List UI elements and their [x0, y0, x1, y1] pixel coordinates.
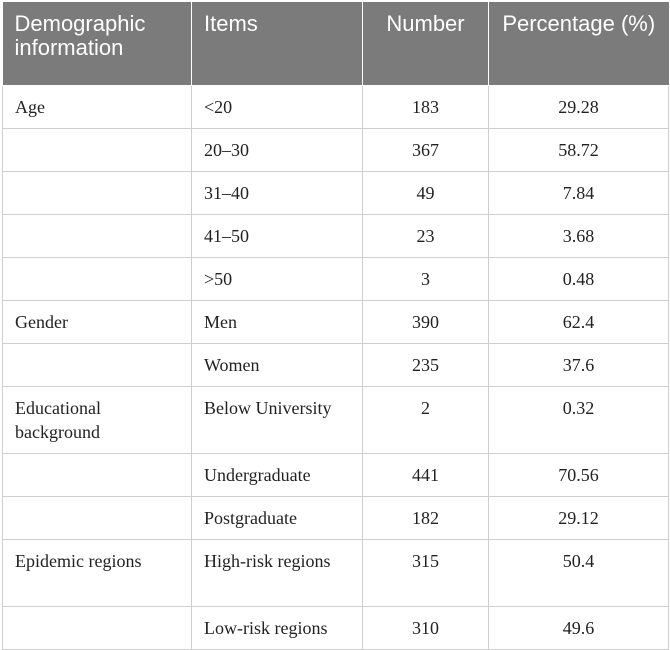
- category-cell: Epidemic regions: [3, 539, 192, 606]
- number-cell: 441: [363, 453, 489, 496]
- table-row: [3, 386, 669, 453]
- number-cell: 183: [363, 85, 489, 128]
- percentage-cell: 3.68: [489, 214, 669, 257]
- category-cell: [3, 496, 192, 539]
- table-row: [3, 496, 669, 539]
- percentage-cell: 70.56: [489, 453, 669, 496]
- category-cell: Gender: [3, 300, 192, 343]
- table-header: [3, 2, 669, 85]
- table-row: [3, 539, 669, 606]
- category-cell: [3, 128, 192, 171]
- item-cell: Below University: [192, 386, 363, 453]
- item-cell: Postgraduate: [192, 496, 363, 539]
- number-cell: 315: [363, 539, 489, 606]
- header-demographic-information: Demographic information: [3, 2, 192, 85]
- table-row: [3, 606, 669, 649]
- percentage-cell: 0.32: [489, 386, 669, 453]
- item-cell: 20–30: [192, 128, 363, 171]
- table-row: [3, 128, 669, 171]
- item-cell: 41–50: [192, 214, 363, 257]
- item-cell: Men: [192, 300, 363, 343]
- percentage-cell: 49.6: [489, 606, 669, 649]
- header-number: Number: [363, 2, 489, 85]
- header-items: Items: [192, 2, 363, 85]
- table-row: [3, 257, 669, 300]
- percentage-cell: 62.4: [489, 300, 669, 343]
- item-cell: Undergraduate: [192, 453, 363, 496]
- category-cell: [3, 606, 192, 649]
- item-cell: 31–40: [192, 171, 363, 214]
- percentage-cell: 7.84: [489, 171, 669, 214]
- item-cell: Low-risk regions: [192, 606, 363, 649]
- percentage-cell: 29.12: [489, 496, 669, 539]
- category-cell: [3, 453, 192, 496]
- category-cell: [3, 171, 192, 214]
- table-row: [3, 300, 669, 343]
- demographic-table: [2, 2, 669, 650]
- category-cell: Age: [3, 85, 192, 128]
- table-row: [3, 453, 669, 496]
- table-row: [3, 214, 669, 257]
- number-cell: 2: [363, 386, 489, 453]
- table-body: [3, 85, 669, 649]
- item-cell: Women: [192, 343, 363, 386]
- percentage-cell: 58.72: [489, 128, 669, 171]
- item-cell: >50: [192, 257, 363, 300]
- category-cell: Educational background: [3, 386, 192, 453]
- item-cell: <20: [192, 85, 363, 128]
- category-cell: [3, 257, 192, 300]
- category-cell: [3, 214, 192, 257]
- percentage-cell: 29.28: [489, 85, 669, 128]
- percentage-cell: 0.48: [489, 257, 669, 300]
- header-percentage: Percentage (%): [489, 2, 669, 85]
- number-cell: 367: [363, 128, 489, 171]
- number-cell: 3: [363, 257, 489, 300]
- number-cell: 235: [363, 343, 489, 386]
- percentage-cell: 50.4: [489, 539, 669, 606]
- table-row: [3, 171, 669, 214]
- header-row: [3, 2, 669, 85]
- number-cell: 390: [363, 300, 489, 343]
- table-row: [3, 85, 669, 128]
- number-cell: 310: [363, 606, 489, 649]
- table-row: [3, 343, 669, 386]
- number-cell: 182: [363, 496, 489, 539]
- percentage-cell: 37.6: [489, 343, 669, 386]
- category-cell: [3, 343, 192, 386]
- item-cell: High-risk regions: [192, 539, 363, 606]
- number-cell: 23: [363, 214, 489, 257]
- number-cell: 49: [363, 171, 489, 214]
